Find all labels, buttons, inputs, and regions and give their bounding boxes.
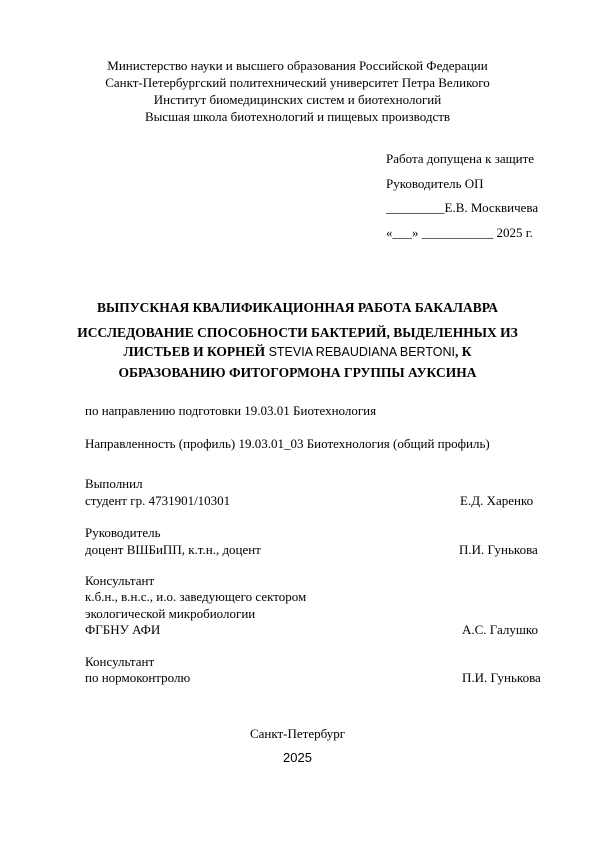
approval-admitted: Работа допущена к защите (386, 151, 535, 166)
thesis-title-line-1: ИССЛЕДОВАНИЕ СПОСОБНОСТИ БАКТЕРИЙ, ВЫДЕЛЕННЫХ ИЗ (77, 324, 518, 340)
organization-header (0, 57, 595, 125)
approval-block (386, 147, 538, 245)
thesis-title-line-2 (0, 342, 595, 363)
supervisor-role: доцент ВШБиПП, к.т.н., доцент (85, 542, 261, 557)
study-direction: по направлению подготовки 19.03.01 Биотехнология (85, 403, 377, 418)
approval-signature-line: _________Е.В. Москвичева (386, 200, 539, 215)
performer-name: Е.Д. Харенко (460, 493, 534, 508)
supervisor-name: П.И. Гунькова (459, 542, 538, 557)
city: Санкт-Петербург (249, 726, 346, 741)
thesis-type-heading: ВЫПУСКНАЯ КВАЛИФИКАЦИОННАЯ РАБОТА БАКАЛАВРА (96, 300, 499, 315)
norm-consultant-label: Консультант (85, 654, 155, 669)
title-line-2-suffix: , К (454, 344, 472, 359)
species-name: STEVIA REBAUDIANA BERTONI (268, 345, 455, 359)
university-line: Санкт-Петербургский политехнический университет Петра Великого (105, 75, 490, 90)
thesis-title-block (0, 298, 595, 382)
performer-label: Выполнил (85, 476, 143, 491)
approval-date-line: «___» ___________ 2025 г. (386, 224, 533, 240)
approval-head-label: Руководитель ОП (386, 175, 484, 191)
study-profile: Направленность (профиль) 19.03.01_03 Биотехнология (общий профиль) (85, 436, 490, 451)
title-line-2-prefix: ЛИСТЬЕВ И КОРНЕЙ (123, 344, 269, 359)
institute-line: Институт биомедицинских систем и биотехнологий (153, 92, 442, 107)
consultant-name: А.С. Галушко (462, 622, 539, 637)
ministry-line: Министерство науки и высшего образования Российской Федерации (107, 58, 488, 73)
consultant-role-2: экологической микробиологии (85, 606, 256, 621)
thesis-title-line-3: ОБРАЗОВАНИЮ ФИТОГОРМОНА ГРУППЫ АУКСИНА (118, 364, 477, 380)
performer-role: студент гр. 4731901/10301 (85, 493, 231, 508)
consultant-organization: ФГБНУ АФИ (85, 622, 161, 637)
norm-consultant-name: П.И. Гунькова (462, 670, 541, 685)
supervisor-label: Руководитель (85, 525, 161, 540)
consultant-label: Консультант (85, 573, 155, 588)
norm-consultant-role: по нормоконтролю (85, 670, 191, 685)
consultant-role-1: к.б.н., в.н.с., и.о. заведующего сектором (85, 589, 307, 604)
school-line: Высшая школа биотехнологий и пищевых производств (144, 109, 451, 124)
year: 2025 (283, 750, 312, 765)
